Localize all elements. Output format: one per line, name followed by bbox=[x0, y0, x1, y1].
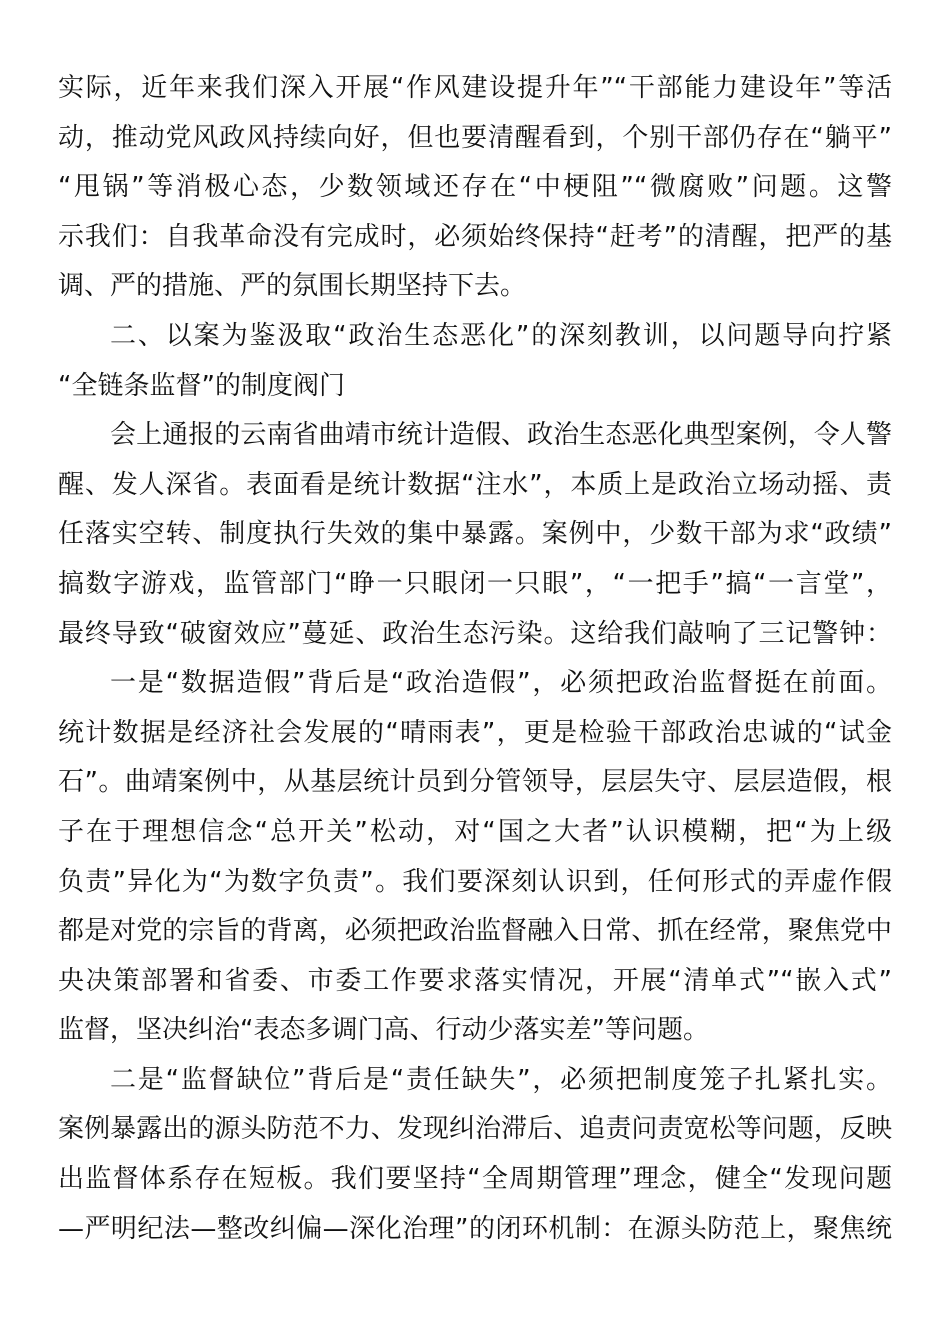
text-line: 央决策部署和省委、市委工作要求落实情况，开展“清单式”“嵌入式” bbox=[58, 965, 892, 996]
text-line: 醒、发人深省。表面看是统计数据“注水”，本质上是政治立场动摇、责 bbox=[58, 469, 892, 500]
text-line: 搞数字游戏，监管部门“睁一只眼闭一只眼”，“一把手”搞“一言堂”， bbox=[58, 568, 892, 599]
text-line: “全链条监督”的制度阀门 bbox=[58, 370, 345, 401]
text-line: 会上通报的云南省曲靖市统计造假、政治生态恶化典型案例，令人警 bbox=[110, 420, 892, 451]
text-line: 任落实空转、制度执行失效的集中暴露。案例中，少数干部为求“政绩” bbox=[58, 519, 892, 550]
text-line: —严明纪法—整改纠偏—深化治理”的闭环机制：在源头防范上，聚焦统 bbox=[58, 1213, 892, 1244]
text-line: 最终导致“破窗效应”蔓延、政治生态污染。这给我们敲响了三记警钟： bbox=[58, 618, 892, 649]
text-line: “甩锅”等消极心态，少数领域还存在“中梗阻”“微腐败”问题。这警 bbox=[58, 172, 892, 203]
text-line: 二是“监督缺位”背后是“责任缺失”，必须把制度笼子扎紧扎实。 bbox=[110, 1064, 892, 1095]
text-line: 二、以案为鉴汲取“政治生态恶化”的深刻教训，以问题导向拧紧 bbox=[110, 320, 892, 351]
text-line: 调、严的措施、严的氛围长期坚持下去。 bbox=[58, 271, 527, 302]
text-line: 一是“数据造假”背后是“政治造假”，必须把政治监督挺在前面。 bbox=[110, 668, 892, 699]
text-line: 石”。曲靖案例中，从基层统计员到分管领导，层层失守、层层造假，根 bbox=[58, 767, 892, 798]
text-line: 监督，坚决纠治“表态多调门高、行动少落实差”等问题。 bbox=[58, 1015, 709, 1046]
text-line: 负责”异化为“为数字负责”。我们要深刻认识到，任何形式的弄虚作假 bbox=[58, 866, 892, 897]
text-line: 动，推动党风政风持续向好，但也要清醒看到，个别干部仍存在“躺平” bbox=[58, 122, 892, 153]
text-line: 子在于理想信念“总开关”松动，对“国之大者”认识模糊，把“为上级 bbox=[58, 816, 892, 847]
text-line: 出监督体系存在短板。我们要坚持“全周期管理”理念，健全“发现问题 bbox=[58, 1164, 892, 1195]
document-body bbox=[58, 64, 892, 1254]
text-line: 案例暴露出的源头防范不力、发现纠治滞后、追责问责宽松等问题，反映 bbox=[58, 1114, 892, 1145]
text-line: 都是对党的宗旨的背离，必须把政治监督融入日常、抓在经常，聚焦党中 bbox=[58, 916, 892, 947]
text-line: 实际，近年来我们深入开展“作风建设提升年”“干部能力建设年”等活 bbox=[58, 73, 892, 103]
text-line: 统计数据是经济社会发展的“晴雨表”，更是检验干部政治忠诚的“试金 bbox=[58, 717, 892, 748]
text-line: 示我们：自我革命没有完成时，必须始终保持“赶考”的清醒，把严的基 bbox=[58, 221, 892, 252]
